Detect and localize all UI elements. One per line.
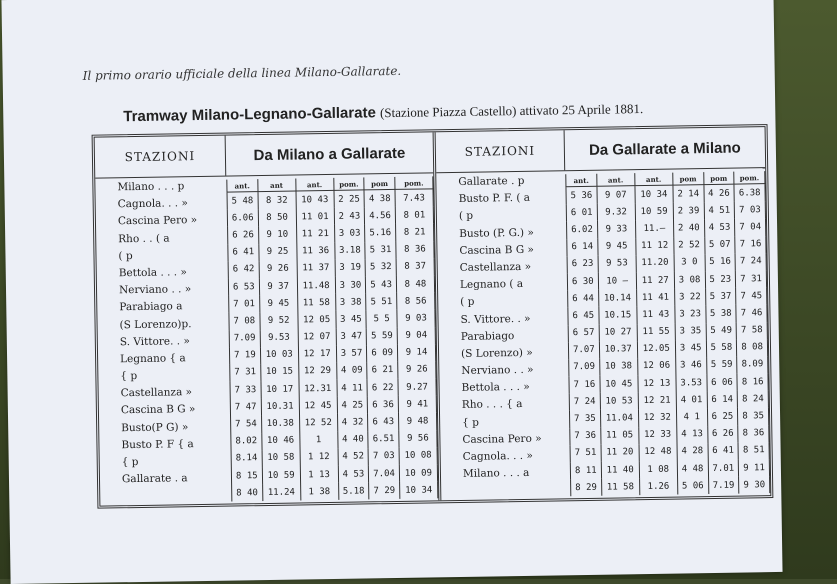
time-cell: 12.31 bbox=[299, 380, 337, 398]
inbound-table bbox=[565, 171, 770, 496]
time-cell: 11.04 bbox=[600, 410, 638, 428]
time-cell: 2 14 bbox=[673, 185, 704, 203]
time-cell: 6 53 bbox=[228, 278, 259, 296]
time-cell: 11.24 bbox=[262, 484, 300, 502]
time-cell: 11 21 bbox=[296, 225, 334, 243]
time-cell: 12.05 bbox=[637, 340, 675, 358]
station-name: Cascina B G » bbox=[120, 403, 196, 417]
time-cell: 3 0 bbox=[674, 254, 705, 272]
time-cell: 11 20 bbox=[601, 444, 639, 462]
time-cell: 12 13 bbox=[638, 375, 676, 393]
time-cell: 6 42 bbox=[228, 261, 259, 279]
station-name: Gallarate . a bbox=[121, 472, 188, 486]
time-cell: 10 53 bbox=[600, 392, 638, 410]
time-cell: 9 07 bbox=[597, 186, 635, 204]
time-cell: 1 08 bbox=[639, 461, 677, 479]
time-cell: 4 1 bbox=[676, 409, 707, 427]
station-name: ( p bbox=[118, 249, 133, 263]
time-cell: 2 40 bbox=[673, 219, 704, 237]
time-cell: 8 40 bbox=[232, 484, 263, 502]
time-cell: 8 51 bbox=[738, 442, 769, 460]
time-cell: 11.20 bbox=[636, 254, 674, 272]
time-cell: 8.14 bbox=[231, 450, 262, 468]
station-name: Bettola . . . » bbox=[461, 381, 530, 395]
inbound-header bbox=[436, 127, 766, 173]
time-cell: 10 59 bbox=[635, 203, 673, 221]
time-cell: 6 43 bbox=[368, 413, 399, 431]
time-cell: 9 25 bbox=[258, 243, 296, 261]
time-cell: 3 47 bbox=[336, 328, 367, 346]
time-cell: 3 46 bbox=[675, 357, 706, 375]
time-cell: 4 09 bbox=[336, 362, 367, 380]
outbound-table bbox=[226, 176, 438, 502]
time-cell: 10 09 bbox=[399, 464, 437, 482]
timetable-frame bbox=[92, 124, 774, 509]
time-cell: 7 31 bbox=[736, 270, 767, 288]
station-name: { p bbox=[121, 456, 139, 469]
time-cell: 7 35 bbox=[569, 410, 600, 428]
time-cell: 7 47 bbox=[230, 398, 261, 416]
column-header: ant. bbox=[635, 173, 673, 186]
time-cell: 4.56 bbox=[365, 207, 396, 225]
time-cell: 10 08 bbox=[399, 447, 437, 465]
time-cell: 2 52 bbox=[674, 237, 705, 255]
time-cell: 6 01 bbox=[566, 204, 597, 222]
time-cell: 4 28 bbox=[677, 443, 708, 461]
timetable-sheet bbox=[1, 0, 782, 584]
inbound-direction: Da Gallarate a Milano bbox=[588, 139, 741, 159]
time-cell: 7 16 bbox=[735, 236, 766, 254]
time-cell: 1 12 bbox=[300, 449, 338, 467]
station-name: { p bbox=[462, 416, 479, 429]
time-cell: 10 — bbox=[598, 272, 636, 290]
time-cell: 6 14 bbox=[707, 391, 738, 409]
time-cell: 9 45 bbox=[259, 295, 297, 313]
time-cell: 6 23 bbox=[567, 256, 598, 274]
time-cell: 5 58 bbox=[706, 339, 737, 357]
time-cell: 7 54 bbox=[231, 416, 262, 434]
time-cell: 10 34 bbox=[635, 185, 673, 203]
inbound-station-list bbox=[436, 172, 569, 500]
time-cell: 9 14 bbox=[397, 344, 435, 362]
time-cell: 3 23 bbox=[675, 305, 706, 323]
time-cell: 7 01 bbox=[229, 295, 260, 313]
time-cell: 2 43 bbox=[334, 208, 365, 226]
time-cell: 6 26 bbox=[707, 425, 738, 443]
time-cell: 5 43 bbox=[366, 276, 397, 294]
time-cell: 2 25 bbox=[334, 190, 365, 208]
time-cell: 7.43 bbox=[395, 189, 433, 207]
time-cell: 7.19 bbox=[708, 477, 739, 495]
time-cell: 3 22 bbox=[674, 288, 705, 306]
time-cell: 8 21 bbox=[396, 224, 434, 242]
column-header: ant bbox=[257, 179, 295, 192]
time-cell: 7 04 bbox=[735, 219, 766, 237]
column-header: ant. bbox=[566, 174, 597, 187]
time-cell: 9 48 bbox=[398, 413, 436, 431]
column-header: ant. bbox=[596, 173, 634, 186]
time-cell: 5 31 bbox=[365, 241, 396, 259]
time-cell: 8 37 bbox=[396, 258, 434, 276]
time-cell: 11 27 bbox=[636, 272, 674, 290]
time-cell: 8 08 bbox=[737, 339, 768, 357]
time-cell: 10.38 bbox=[261, 415, 299, 433]
time-cell: 11 01 bbox=[296, 208, 334, 226]
station-name: ( p bbox=[460, 296, 475, 309]
time-cell: 11 41 bbox=[636, 289, 674, 307]
time-cell: 7 46 bbox=[736, 304, 767, 322]
time-cell: 3 19 bbox=[335, 259, 366, 277]
time-cell: 5 32 bbox=[365, 259, 396, 277]
time-cell: 7 08 bbox=[229, 312, 260, 330]
time-cell: 4 52 bbox=[338, 448, 369, 466]
headline-subtitle: (Stazione Piazza Castello) attivato 25 Aprile 1881. bbox=[379, 101, 644, 121]
station-name: Parabiago bbox=[460, 329, 515, 343]
station-name: Cagnola. . . » bbox=[462, 449, 533, 463]
time-cell: 5 16 bbox=[705, 253, 736, 271]
time-cell: 7 31 bbox=[230, 364, 261, 382]
time-cell: 10.14 bbox=[598, 289, 636, 307]
time-cell: 9 04 bbox=[397, 327, 435, 345]
time-cell: 7.01 bbox=[708, 460, 739, 478]
time-cell: 1 bbox=[299, 432, 337, 450]
inbound-stations-label: STAZIONI bbox=[436, 130, 566, 172]
time-cell: 8 11 bbox=[570, 462, 601, 480]
time-cell: 6 30 bbox=[567, 273, 598, 291]
time-cell: 6 41 bbox=[708, 442, 739, 460]
time-cell: 8 35 bbox=[738, 408, 769, 426]
time-cell: 7 29 bbox=[369, 482, 400, 500]
station-name: Nerviano . . » bbox=[118, 283, 192, 297]
station-name: Bettola . . . » bbox=[118, 266, 187, 280]
time-cell: 3.18 bbox=[334, 242, 365, 260]
station-name: Rho . . . { a bbox=[461, 398, 523, 412]
time-cell: 5 07 bbox=[704, 236, 735, 254]
time-cell: 6 26 bbox=[228, 226, 259, 244]
time-cell: 9 56 bbox=[399, 430, 437, 448]
time-cell: 9.53 bbox=[260, 329, 298, 347]
time-cell: 10 15 bbox=[260, 363, 298, 381]
column-header: pom. bbox=[734, 171, 765, 184]
column-header: ant. bbox=[227, 179, 258, 192]
time-cell: 6.02 bbox=[567, 221, 598, 239]
time-cell: 12 21 bbox=[638, 392, 676, 410]
time-cell: 7 24 bbox=[735, 253, 766, 271]
time-cell: 7 16 bbox=[569, 376, 600, 394]
time-cell: 3 45 bbox=[675, 340, 706, 358]
station-name: Legnano { a bbox=[120, 352, 186, 366]
time-cell: 9 26 bbox=[398, 361, 436, 379]
time-cell: 11 36 bbox=[296, 242, 334, 260]
station-name: Milano . . . p bbox=[117, 180, 185, 194]
time-cell: 4 25 bbox=[337, 397, 368, 415]
time-cell: 9 26 bbox=[259, 260, 297, 278]
time-cell: 11 05 bbox=[600, 427, 638, 445]
station-name: Busto P. F. ( a bbox=[458, 192, 531, 206]
time-cell: 6 21 bbox=[367, 362, 398, 380]
time-cell: 3 08 bbox=[674, 271, 705, 289]
time-cell: 7.09 bbox=[229, 330, 260, 348]
time-cell: 10.31 bbox=[261, 398, 299, 416]
time-cell: 1.26 bbox=[639, 478, 677, 496]
time-cell: 7 24 bbox=[569, 393, 600, 411]
time-cell: 5 36 bbox=[566, 186, 597, 204]
station-name: (S Lorenzo)p. bbox=[119, 317, 192, 331]
headline bbox=[123, 99, 723, 125]
time-cell: 6 25 bbox=[707, 408, 738, 426]
time-cell: 9.32 bbox=[597, 203, 635, 221]
time-cell: 4 53 bbox=[704, 219, 735, 237]
time-cell: 5 38 bbox=[705, 305, 736, 323]
time-cell: 9 52 bbox=[260, 312, 298, 330]
time-cell: 7.09 bbox=[569, 359, 600, 377]
time-cell: 12 17 bbox=[298, 346, 336, 364]
outbound-direction: Da Milano a Gallarate bbox=[253, 144, 406, 164]
time-cell: 12 29 bbox=[298, 363, 336, 381]
station-name: (S Lorenzo) » bbox=[460, 346, 533, 360]
time-cell: 6 09 bbox=[367, 345, 398, 363]
outbound-station-list bbox=[95, 178, 230, 506]
time-cell: 11 43 bbox=[637, 306, 675, 324]
outbound-time-grid bbox=[226, 176, 438, 501]
time-cell: 8 48 bbox=[396, 275, 434, 293]
time-cell: 4 11 bbox=[337, 379, 368, 397]
station-name: Castellanza » bbox=[120, 386, 193, 400]
time-cell: 5 5 bbox=[366, 310, 397, 328]
station-name: { p bbox=[120, 370, 138, 383]
station-name: Busto(P G) » bbox=[121, 420, 189, 434]
time-cell: 4 26 bbox=[703, 184, 734, 202]
time-cell: 8 16 bbox=[737, 373, 768, 391]
station-name: Rho . . ( a bbox=[118, 232, 170, 245]
time-cell: 8 01 bbox=[395, 207, 433, 225]
time-cell: 6 57 bbox=[568, 324, 599, 342]
inbound-time-grid bbox=[565, 171, 770, 496]
time-cell: 4 40 bbox=[337, 431, 368, 449]
time-cell: 12 33 bbox=[639, 426, 677, 444]
time-cell: 10 17 bbox=[261, 381, 299, 399]
station-name: Cagnola. . . » bbox=[117, 197, 188, 211]
outbound-section bbox=[95, 132, 442, 505]
time-cell: 9.27 bbox=[398, 378, 436, 396]
station-name: S. Vittore. . » bbox=[119, 334, 190, 348]
time-cell: 4 32 bbox=[337, 414, 368, 432]
time-cell: 9 37 bbox=[259, 277, 297, 295]
station-name: Castellanza » bbox=[459, 260, 532, 274]
time-cell: 1 38 bbox=[300, 483, 338, 501]
time-cell: 10 03 bbox=[260, 346, 298, 364]
time-cell: 3.53 bbox=[676, 374, 707, 392]
time-cell: 3 30 bbox=[335, 276, 366, 294]
column-header: pom bbox=[703, 172, 734, 185]
time-cell: 4 38 bbox=[364, 189, 395, 207]
time-cell: 4 53 bbox=[338, 465, 369, 483]
column-header: ant. bbox=[295, 178, 333, 191]
station-name: Busto (P. G.) » bbox=[459, 226, 534, 240]
table-row bbox=[232, 481, 438, 501]
time-cell: 8.09 bbox=[737, 356, 768, 374]
caption: Il primo orario ufficiale della linea Milano-Gallarate. bbox=[82, 63, 402, 83]
time-cell: 3 57 bbox=[336, 345, 367, 363]
table-row bbox=[571, 476, 770, 496]
time-cell: 12 07 bbox=[298, 328, 336, 346]
time-cell: 2 39 bbox=[673, 202, 704, 220]
column-header: pom. bbox=[395, 176, 433, 189]
time-cell: 6 41 bbox=[228, 244, 259, 262]
time-cell: 10.37 bbox=[599, 341, 637, 359]
headline-title: Tramway Milano-Legnano-Gallarate bbox=[123, 104, 376, 126]
time-cell: 6.51 bbox=[368, 431, 399, 449]
time-cell: 11 37 bbox=[297, 260, 335, 278]
time-cell: 7 36 bbox=[570, 427, 601, 445]
column-header: pom. bbox=[333, 177, 364, 190]
inbound-section bbox=[436, 127, 771, 500]
station-name: Cascina Pero » bbox=[462, 432, 542, 446]
time-cell: 6.06 bbox=[227, 209, 258, 227]
column-header: pom bbox=[673, 172, 704, 185]
time-cell: 5.16 bbox=[365, 224, 396, 242]
time-cell: 3 03 bbox=[334, 225, 365, 243]
time-cell: 6 45 bbox=[568, 307, 599, 325]
time-cell: 8 56 bbox=[397, 292, 435, 310]
time-cell: 8.02 bbox=[231, 433, 262, 451]
time-cell: 6 14 bbox=[567, 238, 598, 256]
time-cell: 5 06 bbox=[677, 477, 708, 495]
time-cell: 12 48 bbox=[639, 443, 677, 461]
station-name: Cascina Pero » bbox=[117, 214, 198, 228]
time-cell: 12 32 bbox=[638, 409, 676, 427]
time-cell: 5 48 bbox=[227, 192, 258, 210]
time-cell: 6 06 bbox=[706, 374, 737, 392]
time-cell: 11 58 bbox=[297, 294, 335, 312]
time-cell: 7 03 bbox=[368, 448, 399, 466]
time-cell: 6.38 bbox=[734, 184, 765, 202]
time-cell: 7 19 bbox=[229, 347, 260, 365]
outbound-stations-label: STAZIONI bbox=[95, 136, 227, 178]
time-cell: 10 27 bbox=[599, 324, 637, 342]
time-cell: 8 36 bbox=[396, 241, 434, 259]
column-header: pom bbox=[364, 177, 395, 190]
time-cell: 10 46 bbox=[261, 432, 299, 450]
time-cell: 9 10 bbox=[258, 226, 296, 244]
time-cell: 4 01 bbox=[676, 391, 707, 409]
time-cell: 7 45 bbox=[736, 287, 767, 305]
time-cell: 7.04 bbox=[369, 465, 400, 483]
time-cell: 3 35 bbox=[675, 323, 706, 341]
time-cell: 1 13 bbox=[300, 466, 338, 484]
station-name: Busto P. F { a bbox=[121, 437, 194, 452]
time-cell: 11 40 bbox=[601, 461, 639, 479]
time-cell: 9 30 bbox=[739, 476, 770, 494]
time-cell: 5 59 bbox=[366, 327, 397, 345]
time-cell: 9 45 bbox=[597, 238, 635, 256]
time-cell: 9 11 bbox=[739, 459, 770, 477]
time-cell: 5 51 bbox=[366, 293, 397, 311]
time-cell: 3 38 bbox=[335, 294, 366, 312]
time-cell: 10 58 bbox=[262, 449, 300, 467]
time-cell: 10 38 bbox=[599, 358, 637, 376]
time-cell: 6 22 bbox=[367, 379, 398, 397]
time-cell: 7 03 bbox=[734, 201, 765, 219]
time-cell: 8 15 bbox=[231, 467, 262, 485]
time-cell: 11.48 bbox=[297, 277, 335, 295]
station-name: Gallarate . p bbox=[458, 174, 525, 188]
time-cell: 7 33 bbox=[230, 381, 261, 399]
time-cell: 8 50 bbox=[258, 209, 296, 227]
time-cell: 4 13 bbox=[677, 426, 708, 444]
time-cell: 10 45 bbox=[600, 375, 638, 393]
station-name: Nerviano . . » bbox=[461, 363, 534, 377]
time-cell: 9 03 bbox=[397, 310, 435, 328]
time-cell: 6 36 bbox=[368, 396, 399, 414]
time-cell: 9 41 bbox=[398, 396, 436, 414]
time-cell: 5 23 bbox=[705, 271, 736, 289]
time-cell: 11 55 bbox=[637, 323, 675, 341]
station-name: Parabiago a bbox=[119, 300, 183, 314]
time-cell: 10 34 bbox=[400, 481, 438, 499]
time-cell: 3 45 bbox=[336, 311, 367, 329]
time-cell: 4 51 bbox=[704, 202, 735, 220]
time-cell: 8 29 bbox=[571, 479, 602, 497]
time-cell: 8 36 bbox=[738, 425, 769, 443]
time-cell: 8 24 bbox=[737, 390, 768, 408]
station-name: ( p bbox=[458, 210, 474, 223]
time-cell: 10 59 bbox=[262, 466, 300, 484]
station-name: S. Vittore. . » bbox=[460, 312, 531, 326]
time-cell: 12 05 bbox=[298, 311, 336, 329]
time-cell: 8 32 bbox=[258, 191, 296, 209]
time-cell: 12 06 bbox=[637, 357, 675, 375]
station-name: Cascina B G » bbox=[459, 243, 535, 257]
time-cell: 11 58 bbox=[601, 478, 639, 496]
time-cell: 10 43 bbox=[296, 190, 334, 208]
time-cell: 7.07 bbox=[568, 341, 599, 359]
station-name: Milano . . . a bbox=[462, 467, 530, 481]
time-cell: 6 44 bbox=[568, 290, 599, 308]
station-name: Legnano ( a bbox=[459, 278, 524, 292]
time-cell: 5 37 bbox=[705, 288, 736, 306]
time-cell: 12 52 bbox=[299, 414, 337, 432]
time-cell: 9 33 bbox=[597, 221, 635, 239]
time-cell: 11.— bbox=[635, 220, 673, 238]
time-cell: 4 48 bbox=[677, 460, 708, 478]
time-cell: 5.18 bbox=[338, 483, 369, 501]
time-cell: 9 53 bbox=[598, 255, 636, 273]
time-cell: 11 12 bbox=[636, 237, 674, 255]
time-cell: 10.15 bbox=[599, 306, 637, 324]
time-cell: 7 51 bbox=[570, 445, 601, 463]
time-cell: 5 49 bbox=[706, 322, 737, 340]
outbound-header bbox=[95, 132, 434, 178]
time-cell: 5 59 bbox=[706, 356, 737, 374]
time-cell: 7 58 bbox=[736, 322, 767, 340]
time-cell: 12 45 bbox=[299, 397, 337, 415]
